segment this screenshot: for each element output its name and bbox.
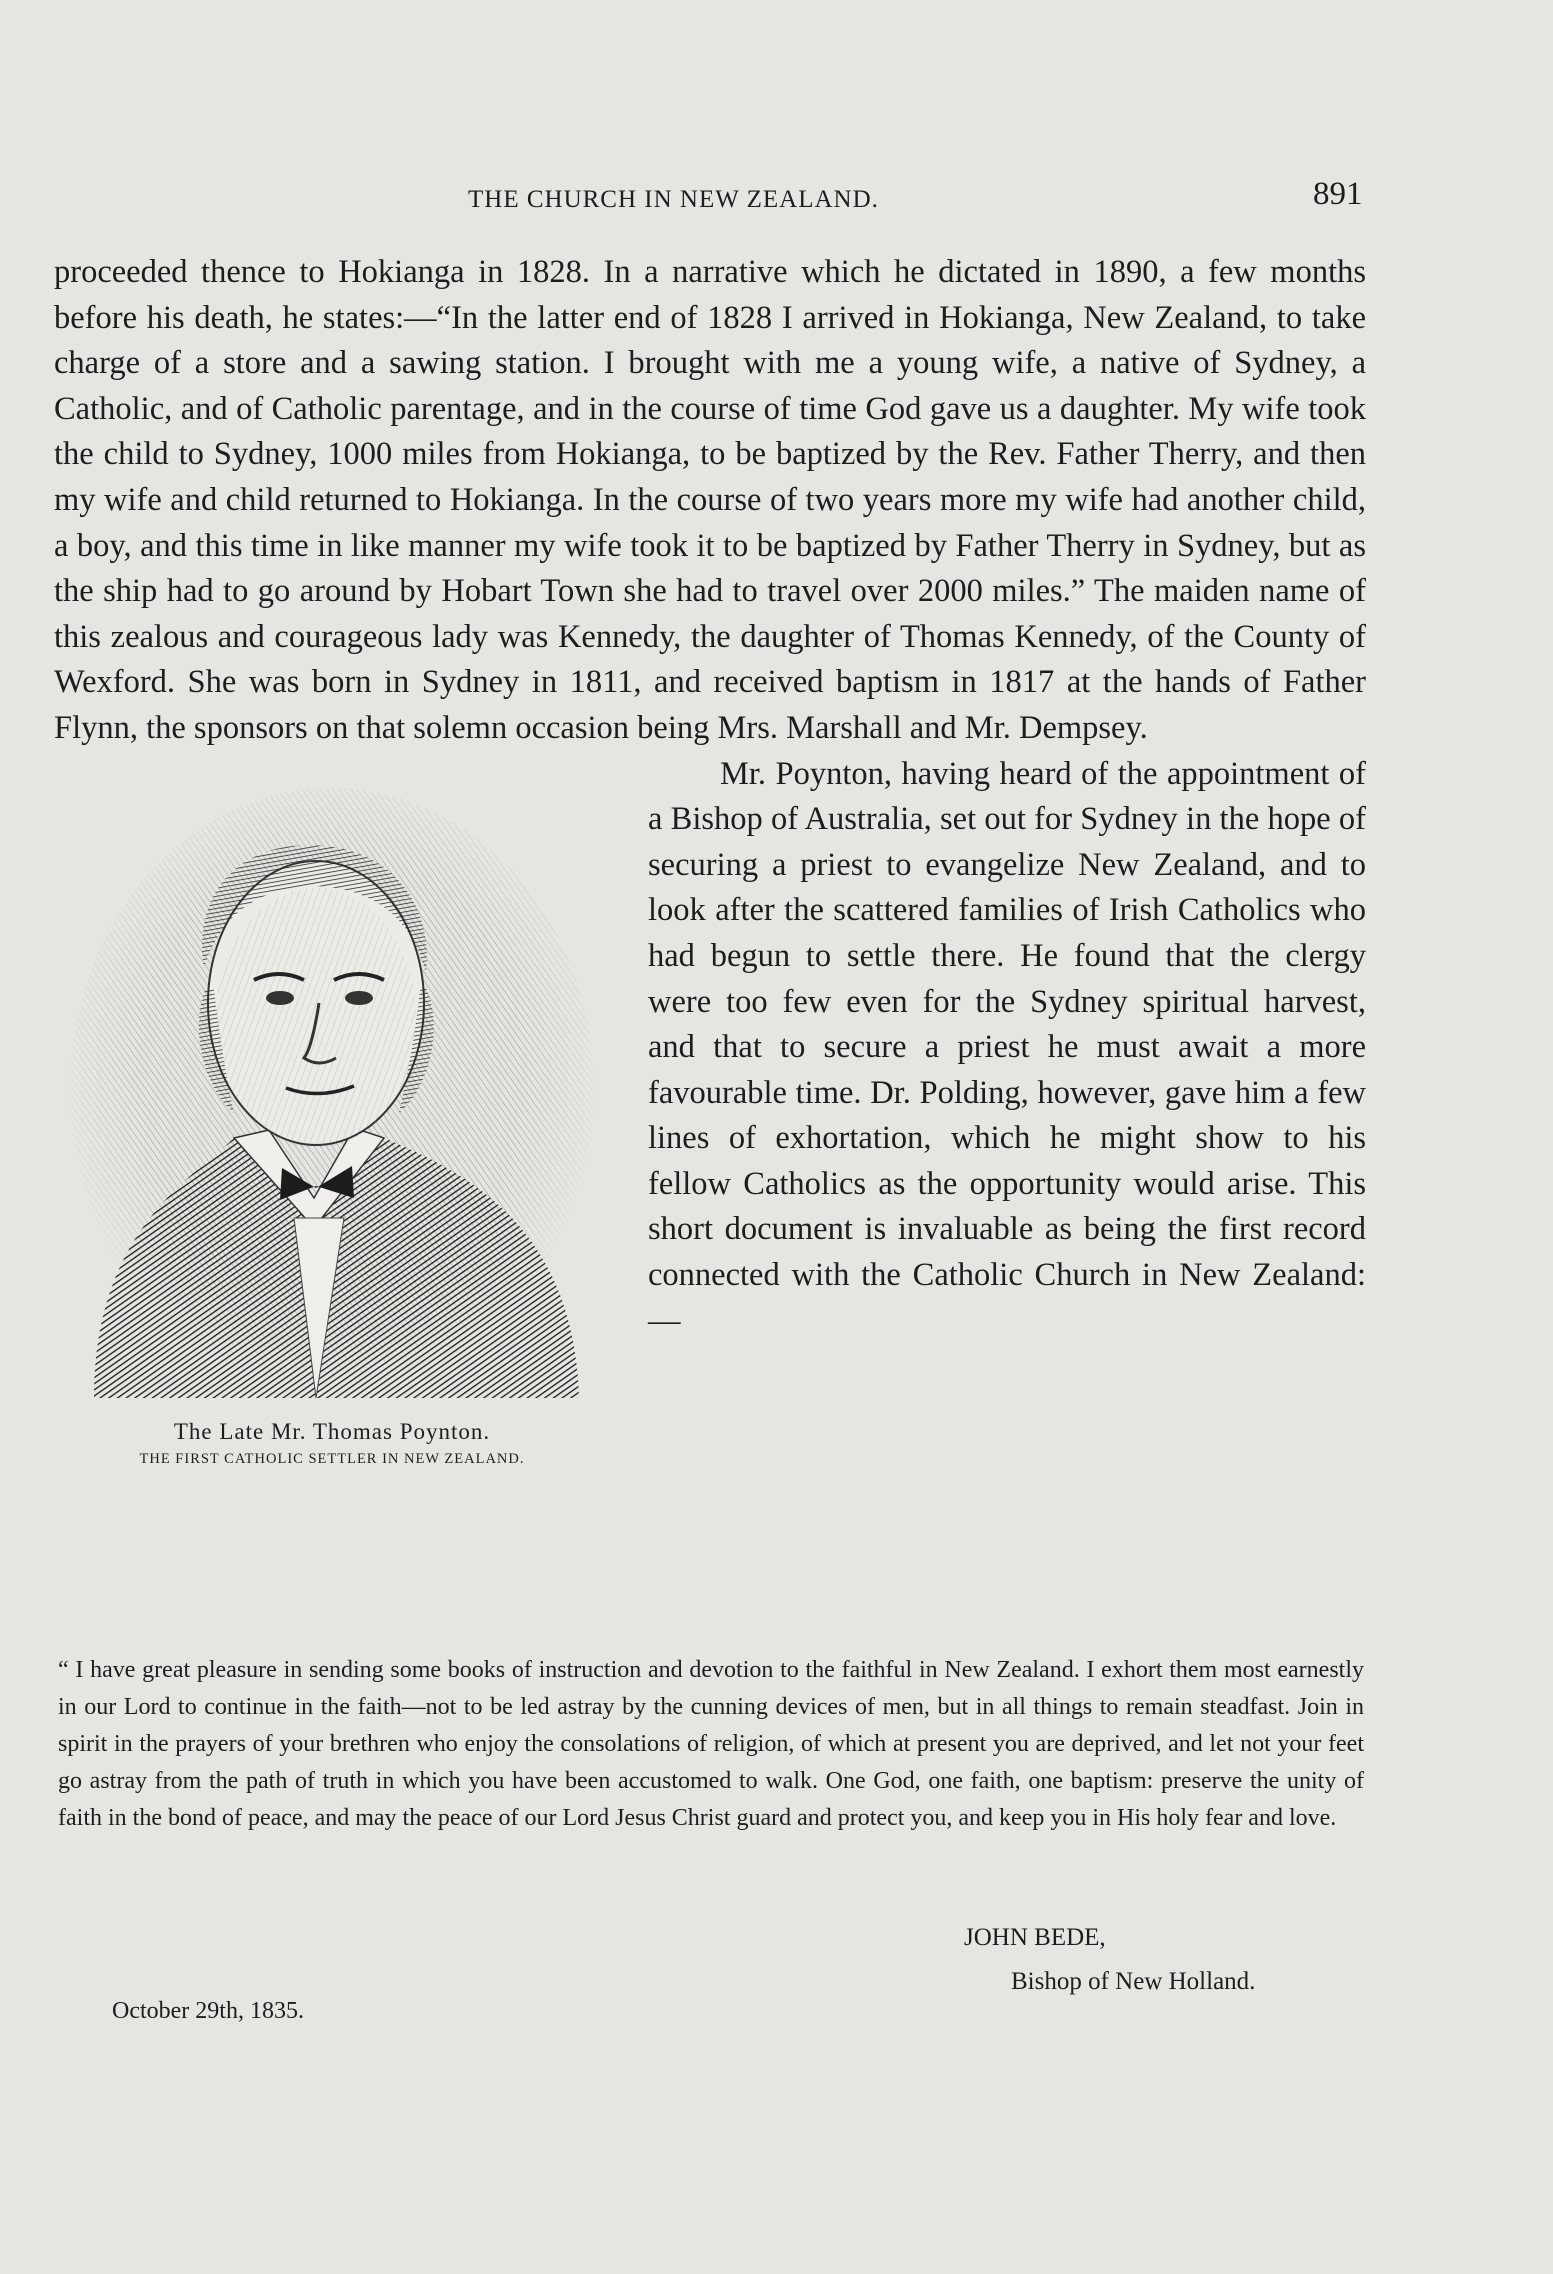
paragraph-1-text: proceeded thence to Hokianga in 1828. In a narrative which he dictated in 1890, a few months before his death, he states:—“In the latter end of 1828 I arrived in Hokianga, New Zealand, to take charge of a store and a sawing station. I brought with me a young wife, a native of Sydney, a Catholic, and of Catholic parentage, and in the course of time God gave us a daughter. My wife took the child to Sydney, 1000 miles from Hokianga, to be baptized by the Rev. Father Therry, and then my wife and child returned to Hokianga. In the course of two years more my wife had another child, a boy, and this time in like manner my wife took it to be baptized by Father Therry in Sydney, but as the ship had to go around by Hobart Town she had to travel over 2000 miles.” The maiden name of this zealous and courageous lady was Kennedy, the daughter of Thomas Kennedy, of the County of Wexford. She was born in Sydney in 1811, and received baptism in 1817 at the hands of Father Flynn, the sponsors on that solemn occasion being Mrs. Marshall and Mr. Dempsey. (54, 254, 1366, 746)
portrait-engraving (54, 758, 610, 1418)
body-text (54, 250, 1366, 1570)
figure-caption-subtitle: THE FIRST CATHOLIC SETTLER IN NEW ZEALAND. (139, 1450, 525, 1467)
signature-name: JOHN BEDE, (964, 1924, 1106, 1951)
portrait-figure (54, 758, 610, 1570)
letter-date: October 29th, 1835. (112, 1998, 304, 2024)
paragraph-1 (54, 250, 1366, 752)
page-number: 891 (1313, 176, 1363, 212)
running-head: THE CHURCH IN NEW ZEALAND. (468, 186, 879, 213)
signature-title: Bishop of New Holland. (1011, 1968, 1256, 1995)
bishop-letter: “ I have great pleasure in sending some books of instruction and devotion to the faithful in New Zealand. I exhort them most earnestly in our Lord to continue in the faith—not to be led astray by the cunning devices of men, but in all things to remain steadfast. Join in spirit in the prayers of your brethren who enjoy the consolations of religion, of which at present you are deprived, and let not your feet go astray from the path of truth in which you have been accustomed to walk. One God, one faith, one baptism: preserve the unity of faith in the bond of peace, and may the peace of our Lord Jesus Christ guard and protect you, and keep you in His holy fear and love. (58, 1657, 1364, 1831)
figure-caption-title: The Late Mr. Thomas Poynton. (173, 1418, 491, 1444)
paragraph-2-text: Mr. Poynton, having heard of the appointment of a Bishop of Australia, set out for Sydney in the hope of securing a priest to evangelize New Zealand, and to look after the scattered families of Irish Catholics who had begun to settle there. He found that the clergy were too few even for the Sydney spiritual harvest, and that to secure a priest he must await a more favourable time. Dr. Polding, however, gave him a few lines of exhortation, which he might show to his fellow Catholics as the opportunity would arise. This short document is invaluable as being the first record connected with the Catholic Church in New Zealand:— (648, 755, 1366, 1339)
